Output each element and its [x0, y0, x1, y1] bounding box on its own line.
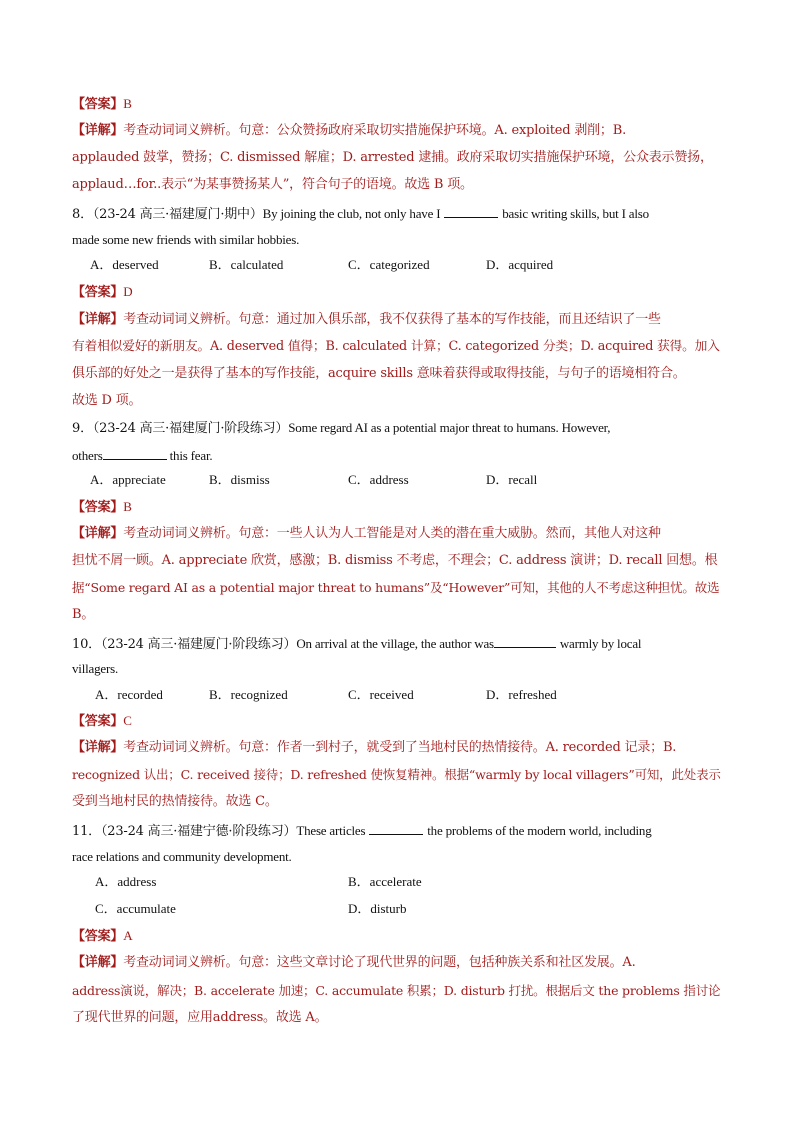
- q9-detail-line-3: 据“Some regard AI as a potential major threat to humans”及“However”可知，其他的人不考虑这种担忧。故选: [72, 580, 720, 595]
- detail-tag: 【详解】: [72, 955, 124, 970]
- question-number: 11．: [72, 824, 101, 839]
- detail-text: 考查动词词义辨析。句意：一些人认为人工智能是对人类的潜在重大威胁。然而，其他人对这种: [123, 526, 661, 541]
- question-number: 10．: [72, 637, 101, 652]
- q10-detail-line-3: 受到当地村民的热情接待。故选 C。: [72, 794, 278, 809]
- detail-tag: 【详解】: [72, 740, 124, 755]
- q10-option-b: B．recognized: [209, 687, 288, 702]
- q10-option-d: D．refreshed: [486, 687, 557, 702]
- q10-detail-line-2: recognized 认出；C. received 接待；D. refreshed 使恢复精神。根据“warmly by local villagers”可知，此处表示: [72, 767, 721, 782]
- q11-detail-line-1: [72, 955, 724, 971]
- q8-stem-line-1: [72, 205, 724, 223]
- detail-text: 考查动词词义辨析。句意：通过加入俱乐部，我不仅获得了基本的写作技能，而且还结识了一些: [123, 312, 661, 327]
- answer-blank: [103, 447, 167, 460]
- answer-value: D: [123, 284, 133, 299]
- q11-stem-line-1: [72, 822, 724, 840]
- answer-tag: 【答案】: [72, 285, 124, 300]
- q9-stem-line-1: [72, 420, 724, 437]
- question-source: （23-24 高三·福建宁德·阶段练习）: [100, 824, 297, 839]
- question-stem: warmly by local: [559, 636, 642, 651]
- question-stem: By joining the club, not only have I: [262, 206, 441, 221]
- q8-detail-line-3: 俱乐部的好处之一是获得了基本的写作技能，acquire skills 意味着获得或取得技能，与句子的语境相符合。: [72, 366, 686, 381]
- question-stem: others: [72, 448, 103, 463]
- detail-tag: 【详解】: [72, 526, 124, 541]
- q9-detail-line-1: [72, 526, 724, 542]
- q8-stem-line-2: made some new friends with similar hobbies.: [72, 232, 300, 247]
- q11-option-c: C．accumulate: [95, 901, 176, 916]
- q11-option-a: A．address: [95, 874, 157, 889]
- q8-detail-line-1: [72, 312, 724, 328]
- question-number: 8．: [72, 207, 93, 222]
- detail-text: 考查动词词义辨析。句意：作者一到村子，就受到了当地村民的热情接待。A. recorded 记录；B.: [123, 740, 677, 755]
- question-source: （23-24 高三·福建厦门·阶段练习）: [92, 421, 289, 436]
- q10-option-c: C．received: [348, 687, 414, 702]
- q9-option-c: C．address: [348, 472, 409, 487]
- question-stem: the problems of the modern world, including: [427, 823, 652, 838]
- q8-option-a: A．deserved: [90, 257, 159, 272]
- q11-stem-line-2: race relations and community development.: [72, 849, 292, 864]
- q11-detail-line-2: address演说，解决；B. accelerate 加速；C. accumulate 积累；D. disturb 打扰。根据后文 the problems 指讨论: [72, 983, 721, 998]
- question-number: 9．: [72, 421, 93, 436]
- q10-detail-line-1: [72, 740, 724, 756]
- answer-value: A: [123, 928, 133, 943]
- answer-value: B: [123, 96, 132, 111]
- q10-stem-line-1: [72, 635, 724, 653]
- answer-tag: 【答案】: [72, 500, 124, 515]
- q9-option-b: B．dismiss: [209, 472, 270, 487]
- q9-stem-line-2: [72, 447, 724, 464]
- q9-option-d: D．recall: [486, 472, 538, 487]
- q9-detail-line-2: 担忧不屑一顾。A. appreciate 欣赏，感激；B. dismiss 不考虑，不理会；C. address 演讲；D. recall 回想。根: [72, 553, 718, 568]
- q9-detail-line-4: B。: [72, 607, 95, 622]
- detail-tag: 【详解】: [72, 312, 124, 327]
- answer-tag: 【答案】: [72, 97, 124, 112]
- detail-text: 考查动词词义辨析。句意：公众赞扬政府采取切实措施保护环境。A. exploited 剥削；B.: [123, 123, 627, 138]
- q9-answer-line: [72, 499, 724, 516]
- question-stem: this fear.: [169, 448, 213, 463]
- q10-option-a: A．recorded: [95, 687, 163, 702]
- q8-option-d: D．acquired: [486, 257, 554, 272]
- q8-detail-line-2: 有着相似爱好的新朋友。A. deserved 值得；B. calculated 计算；C. categorized 分类；D. acquired 获得。加入: [72, 339, 720, 354]
- q7-detail-line-2: applauded 鼓掌，赞扬；C. dismissed 解雇；D. arrested 逮捕。政府采取切实措施保护环境，公众表示赞扬，: [72, 150, 713, 165]
- detail-text: 考查动词词义辨析。句意：这些文章讨论了现代世界的问题，包括种族关系和社区发展。A.: [123, 955, 636, 970]
- question-source: （23-24 高三·福建厦门·期中）: [92, 207, 263, 222]
- answer-tag: 【答案】: [72, 929, 124, 944]
- q11-option-d: D．disturb: [348, 901, 407, 916]
- q7-detail-line-1: [72, 123, 724, 139]
- q8-detail-line-4: 故选 D 项。: [72, 393, 142, 408]
- answer-blank: [444, 205, 498, 218]
- answer-tag: 【答案】: [72, 714, 124, 729]
- q10-stem-line-2: villagers.: [72, 661, 119, 676]
- q8-option-c: C．categorized: [348, 257, 430, 272]
- answer-value: C: [123, 713, 132, 728]
- q7-answer-line: [72, 96, 724, 113]
- question-stem: Some regard AI as a potential major threat to humans. However,: [288, 420, 611, 435]
- q9-option-a: A．appreciate: [90, 472, 166, 487]
- question-stem: basic writing skills, but I also: [502, 206, 649, 221]
- question-source: （23-24 高三·福建厦门·阶段练习）: [100, 637, 297, 652]
- q8-answer-line: [72, 284, 724, 301]
- answer-blank: [494, 635, 556, 648]
- q7-detail-line-3: applaud…for..表示“为某事赞扬某人”，符合句子的语境。故选 B 项。: [72, 177, 473, 192]
- answer-blank: [369, 822, 423, 835]
- q11-option-b: B．accelerate: [348, 874, 422, 889]
- question-stem: These articles: [296, 823, 366, 838]
- answer-value: B: [123, 499, 132, 514]
- detail-tag: 【详解】: [72, 123, 124, 138]
- q11-answer-line: [72, 928, 724, 945]
- q10-answer-line: [72, 713, 724, 730]
- q11-detail-line-3: 了现代世界的问题，应用address。故选 A。: [72, 1010, 328, 1025]
- question-stem: On arrival at the village, the author was: [296, 636, 494, 651]
- q8-option-b: B．calculated: [209, 257, 284, 272]
